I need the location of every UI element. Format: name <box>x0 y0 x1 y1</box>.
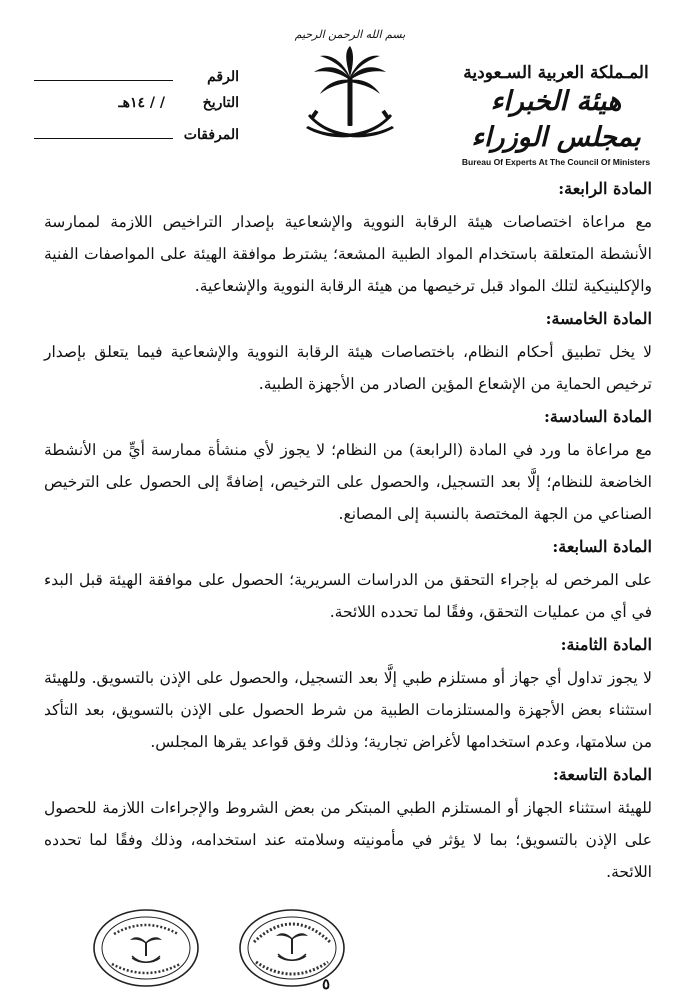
bureau-name-english: Bureau Of Experts At The Council Of Ministers <box>461 157 651 167</box>
article-text: لا يجوز تداول أي جهاز أو مستلزم طبي إلَّا بعد التسجيل، والحصول على الإذن بالتسويق. وللهيئة استثناء بعض الأجهزة والمستلزمات الطبية من شرط الحصول على الإذن بالتسويق، بعد التأكد من سلامتها، وعدم استخدامها لأغراض تجارية؛ وذلك وفق قواعد يقرها المجلس. <box>44 669 652 751</box>
article-8 <box>44 632 652 758</box>
ref-number-row <box>34 66 239 95</box>
article-text: على المرخص له بإجراء التحقق من الدراسات السريرية؛ الحصول على موافقة الهيئة قبل البدء في أي من عمليات التحقق، وفقًا لما تحدده اللائحة. <box>44 571 652 621</box>
article-text: مع مراعاة ما ورد في المادة (الرابعة) من النظام؛ لا يجوز لأي منشأة ممارسة أيٍّ من الأنشطة الخاضعة للنظام؛ إلَّا بعد التسجيل، والحصول على الترخيص، إضافةً إلى الحصول على الترخيص الصناعي من الجهة المختصة بالنسبة إلى المصانع. <box>44 441 652 523</box>
article-text: مع مراعاة اختصاصات هيئة الرقابة النووية والإشعاعية بإصدار التراخيص اللازمة لممارسة الأنشطة المتعلقة باستخدام المواد الطبية المشعة؛ يشترط موافقة الهيئة على المواصفات الفنية والإكلينيكية لتلك المواد قبل ترخيصها من هيئة الرقابة النووية والإشعاعية. <box>44 213 652 295</box>
article-heading: المادة التاسعة: <box>552 765 652 784</box>
article-text: للهيئة استثناء الجهاز أو المستلزم الطبي المبتكر من بعض الشروط والإجراءات اللازمة للحصول على الإذن بالتسويق؛ بما لا يؤثر في مأمونيته وسلامته عند استخدامه، وذلك وفقًا لما تحدده اللائحة. <box>44 799 652 881</box>
page-number: ٥ <box>322 975 331 993</box>
basmala: بسم الله الرحمن الرحيم <box>294 28 406 41</box>
ref-date-row <box>34 95 239 124</box>
ref-date-label: التاريخ <box>202 95 239 111</box>
article-9 <box>44 762 652 888</box>
ref-date-value: / / ١٤هـ <box>118 95 165 111</box>
ref-number-line <box>34 66 173 81</box>
article-heading: المادة السابعة: <box>552 537 652 556</box>
kingdom-name: المـملكة العربية السـعودية <box>463 63 649 83</box>
official-seal-kingdom <box>92 908 200 988</box>
article-heading: المادة الخامسة: <box>545 309 652 328</box>
article-6 <box>44 404 652 530</box>
ref-attachments-label: المرفقات <box>183 127 239 143</box>
reference-fields <box>34 66 239 153</box>
ref-attachments-row <box>34 124 239 153</box>
article-heading: المادة الرابعة: <box>558 179 652 198</box>
article-heading: المادة الثامنة: <box>560 635 652 654</box>
article-heading: المادة السادسة: <box>543 407 652 426</box>
letterhead-organization <box>456 62 656 167</box>
article-7 <box>44 534 652 628</box>
national-emblem <box>292 28 408 158</box>
articles-body <box>44 176 652 892</box>
article-text: لا يخل تطبيق أحكام النظام، باختصاصات هيئة الرقابة النووية والإشعاعية فيما يتعلق بإصدار ترخيص الحماية من الإشعاع المؤين الصادر من الأجهزة الطبية. <box>44 343 652 393</box>
bureau-name-arabic: هيئة الخبراء بمجلس الوزراء <box>471 86 641 153</box>
ref-number-label: الرقم <box>207 69 239 85</box>
ref-attachments-line <box>34 124 173 139</box>
article-4 <box>44 176 652 302</box>
article-5 <box>44 306 652 400</box>
palm-and-swords-icon <box>300 44 400 148</box>
